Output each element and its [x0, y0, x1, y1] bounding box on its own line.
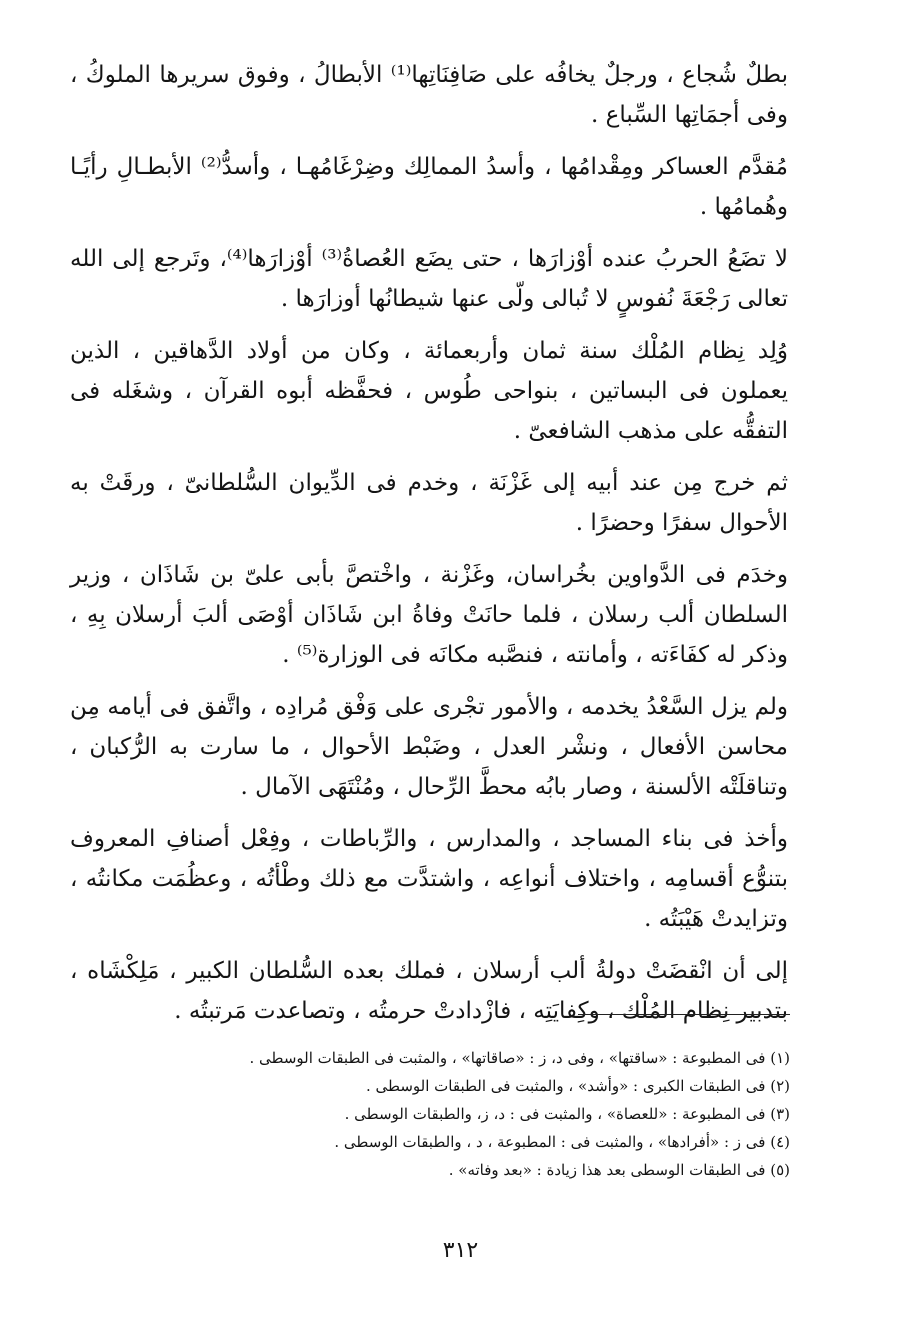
main-text [70, 55, 788, 1043]
footnote-1: (١) فى المطبوعة : «ساقتها» ، وفى د، ز : «صاقاتها» ، والمثبت فى الطبقات الوسطى . [249, 1049, 790, 1067]
paragraph-1: بطلٌ شُجاع ، ورجلٌ يخافُه على صَافِنَاتِها⁽¹⁾ الأبطالُ ، وفوق سريرها الملوكُ ، وفى أجمَاتِها السِّباع . [70, 62, 789, 128]
paragraph-7: ولم يزل السَّعْدُ يخدمه ، والأمور تجْرى على وَفْق مُرادِه ، واتَّفق فى أيامه مِن محاسن الأفعال ، ونشْر العدل ، وضَبْط الأحوال ، ما سارت به الرُّكبان ، وتناقلَتْه الألسنة ، وصار بابُه محطَّ الرِّحال ، ومُنْتَهَى الآمال . [70, 694, 788, 800]
paragraph-6: وخدَم فى الدَّواوين بخُراسان، وغَزْنة ، واخْتصَّ بأبى علىّ بن شَاذَان ، وزير السلطان ألب رسلان ، فلما حانَتْ وفاةُ ابن شَاذَان أوْصَى ألبَ أرسلان بِهِ ، وذكر له كفَاءَته ، وأمانته ، فنصَّبه مكانَه فى الوزارة⁽⁵⁾ . [70, 562, 788, 668]
footnote-4: (٤) فى ز : «أفرادها» ، والمثبت فى : المطبوعة ، د ، والطبقات الوسطى . [334, 1133, 790, 1151]
footnote-5: (٥) فى الطبقات الوسطى بعد هذا زيادة : «بعد وفاته» . [448, 1161, 790, 1179]
paragraph-8: وأخذ فى بناء المساجد ، والمدارس ، والرِّباطات ، وفِعْل أصنافِ المعروف بتنوُّع أقسامِه ، واختلاف أنواعِه ، واشتدَّت مع ذلك وطْأتُه ، وعظُمَت مكانتُه ، وتزايدتْ هَيْبَتُه . [70, 826, 788, 932]
footnote-3: (٣) فى المطبوعة : «للعصاة» ، والمثبت فى : د، ز، والطبقات الوسطى . [344, 1105, 790, 1123]
page-number: ٣١٢ [442, 1238, 479, 1263]
paragraph-5: ثم خرج مِن عند أبيه إلى غَزْنَة ، وخدم فى الدِّيوان السُّلطانىّ ، ورقَتْ به الأحوال سفرًا وحضرًا . [70, 470, 788, 536]
paragraph-2: مُقدَّم العساكر ومِقْدامُها ، وأسدُ الممالِك وضِرْغَامُهـا ، وأسدُّ⁽²⁾ الأبطـالِ رأيًـا وهُمامُها . [70, 154, 788, 220]
paragraph-3: لا تضَعُ الحربُ عنده أوْزارَها ، حتى يضَع العُصاةُ⁽³⁾ أوْزارَها⁽⁴⁾، وتَرجع إلى الله تعالى رَجْعَةَ نُفوسٍ لا تُبالى ولّى عنها شيطانُها أوزارَها . [70, 246, 788, 312]
paragraph-4: وُلِد نِظام المُلْك سنة ثمان وأربعمائة ، وكان من أولاد الدَّهاقين ، الذين يعملون فى البساتين ، بنواحى طُوس ، فحفَّظه أبوه القرآن ، وشغَله فى التفقُّه على مذهب الشافعىّ . [70, 338, 788, 444]
footnote-2: (٢) فى الطبقات الكبرى : «وأشد» ، والمثبت فى الطبقات الوسطى . [366, 1077, 790, 1095]
footnotes [150, 1044, 790, 1184]
footnote-divider [578, 1014, 790, 1015]
paragraph-9: إلى أن انْقضَتْ دولةُ ألب أرسلان ، فملك بعده السُّلطان الكبير ، مَلِكْشَاه ، بتدبير نِظام المُلْك ، وكِفايَتِه ، فازْدادتْ حرمتُه ، وتصاعدت مَرتبتُه . [70, 958, 788, 1024]
